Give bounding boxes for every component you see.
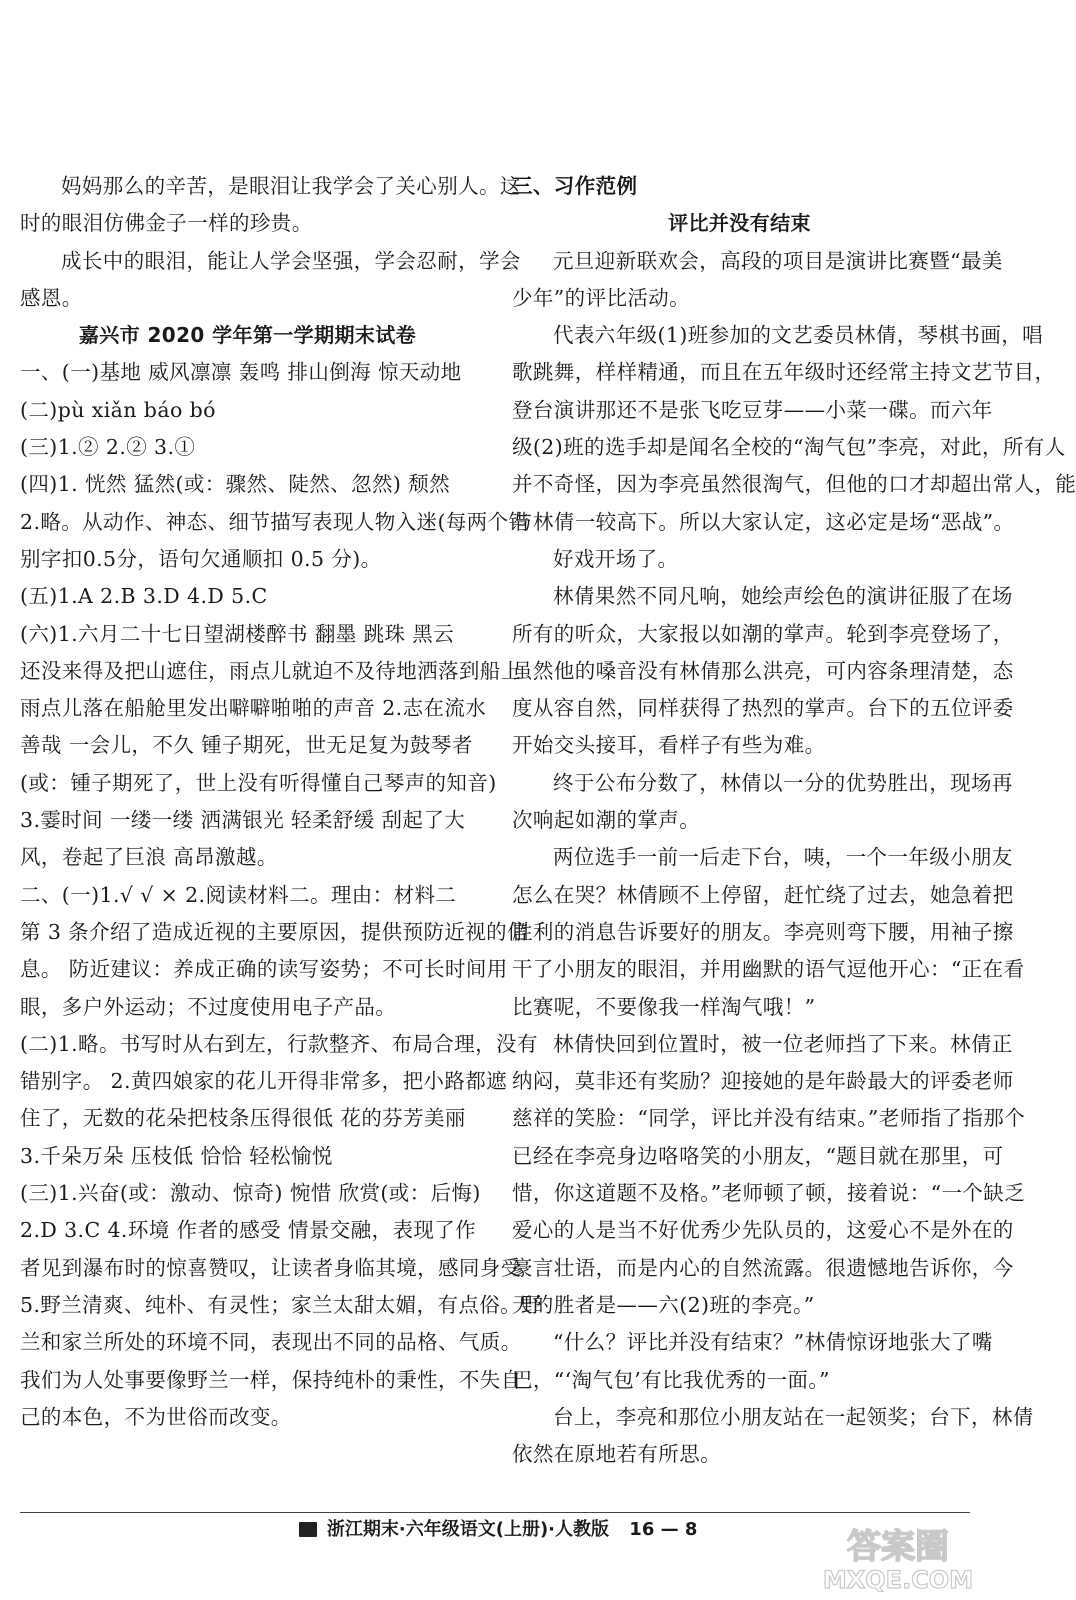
text-line: 成长中的眼泪，能让人学会坚强，学会忍耐，学会 [61, 248, 521, 273]
text-line: 二、(一)1.√ √ × 2.阅读材料二。理由：材料二 [20, 882, 457, 907]
text-line: 2.略。从动作、神态、细节描写表现人物入迷(每两个错 [20, 509, 530, 534]
text-line: (二)1.略。书写时从右到左，行款整齐、布局合理，没有 [20, 1031, 538, 1056]
text-line: 时的眼泪仿佛金子一样的珍贵。 [20, 211, 313, 236]
text-line: 爱心的人是当不好优秀少先队员的，这爱心不是外在的 [512, 1218, 1014, 1243]
text-line: 胜利的消息告诉要好的朋友。李亮则弯下腰，用袖子擦 [512, 919, 1014, 944]
text-line: 两位选手一前一后走下台，咦，一个一年级小朋友 [553, 845, 1013, 870]
text-line: (五)1.A 2.B 3.D 4.D 5.C [20, 584, 268, 609]
text-line: 并不奇怪，因为李亮虽然很淘气，但他的口才却超出常人，能 [512, 472, 1076, 497]
text-line: 干了小朋友的眼泪，并用幽默的语气逗他开心：“正在看 [512, 957, 1025, 982]
text-line: 与林倩一较高下。所以大家认定，这必定是场“恶战”。 [512, 509, 1015, 534]
text-line: 纳闷，莫非还有奖励？迎接她的是年龄最大的评委老师 [512, 1069, 1014, 1094]
text-line: 级(2)班的选手却是闻名全校的“淘气包”李亮，对此，所有人 [512, 435, 1066, 460]
text-line: (三)1.兴奋(或：激动、惊奇) 惋惜 欣赏(或：后悔) [20, 1181, 481, 1206]
text-line: 台上，李亮和那位小朋友站在一起领奖；台下，林倩 [553, 1404, 1034, 1429]
text-line: 住了，无数的花朵把枝条压得很低 花的芬芳美丽 [20, 1106, 466, 1131]
watermark-logo-icon [810, 1522, 986, 1594]
svg-text:答案圈: 答案圈 [847, 1527, 949, 1567]
book-icon [299, 1522, 317, 1537]
section-heading: 嘉兴市 2020 学年第一学期期末试卷 [78, 323, 417, 348]
text-line: 开始交头接耳，看样子有些为难。 [512, 733, 826, 758]
text-line: 巴，“‘淘气包’有比我优秀的一面。” [512, 1367, 830, 1392]
text-line: 终于公布分数了，林倩以一分的优势胜出，现场再 [553, 770, 1013, 795]
watermark-logo [810, 1522, 986, 1594]
text-line: 豪言壮语，而是内心的自然流露。很遗憾地告诉你，今 [512, 1255, 1014, 1280]
text-line: 惜，你这道题不及格。”老师顿了顿，接着说：“一个缺乏 [512, 1181, 1026, 1206]
page-number: 16 — 8 [629, 1519, 698, 1540]
text-line: 林倩快回到位置时，被一位老师挡了下来。林倩正 [553, 1031, 1013, 1056]
text-line: 雨点儿落在船舱里发出噼噼啪啪的声音 2.志在流水 [20, 696, 487, 721]
section-title: 三、习作范例 [512, 174, 638, 198]
text-line: 一、(一)基地 威风凛凛 轰鸣 排山倒海 惊天动地 [20, 360, 462, 385]
text-line: 妈妈那么的辛苦，是眼泪让我学会了关心别人。这 [61, 174, 521, 198]
footer-book-title: 浙江期末·六年级语文(上册)·人教版 [326, 1519, 610, 1540]
text-line: 林倩果然不同凡响，她绘声绘色的演讲征服了在场 [553, 584, 1013, 609]
text-line: 元旦迎新联欢会，高段的项目是演讲比赛暨“最美 [553, 248, 1003, 273]
text-line: (三)1.② 2.② 3.① [20, 435, 196, 460]
text-line: 眼，多户外运动；不过度使用电子产品。 [20, 994, 397, 1019]
text-line: 还没来得及把山遮住，雨点儿就迫不及待地洒落到船上 [20, 658, 522, 683]
text-line: 我们为人处事要像野兰一样，保持纯朴的秉性，不失自 [20, 1367, 522, 1392]
text-line: (四)1. 恍然 猛然(或：骤然、陡然、忽然) 颓然 [20, 472, 450, 497]
text-line: 风，卷起了巨浪 高昂激越。 [20, 845, 278, 870]
text-line: 息。 防近建议：养成正确的读写姿势；不可长时间用 [20, 957, 508, 982]
text-line: “什么？评比并没有结束？”林倩惊讶地张大了嘴 [553, 1330, 993, 1355]
text-line: 好戏开场了。 [553, 546, 679, 571]
text-line: 感恩。 [20, 285, 83, 310]
footer-divider [20, 1512, 970, 1513]
text-line: 善哉 一会儿，不久 锺子期死，世无足复为鼓琴者 [20, 733, 473, 758]
text-line: 3.千朵万朵 压枝低 恰恰 轻松愉悦 [20, 1143, 333, 1168]
text-line: 比赛呢，不要像我一样淘气哦！” [512, 994, 816, 1019]
text-line: 错别字。 2.黄四娘家的花儿开得非常多，把小路都遮 [20, 1069, 508, 1094]
text-line: 虽然他的嗓音没有林倩那么洪亮，可内容条理清楚，态 [512, 658, 1014, 683]
text-line: 度从容自然，同样获得了热烈的掌声。台下的五位评委 [512, 696, 1014, 721]
text-line: 登台演讲那还不是张飞吃豆芽——小菜一碟。而六年 [512, 397, 993, 422]
text-line: 歌跳舞，样样精通，而且在五年级时还经常主持文艺节目， [512, 360, 1056, 385]
text-line: 己的本色，不为世俗而改变。 [20, 1404, 292, 1429]
text-line: 者见到瀑布时的惊喜赞叹，让读者身临其境，感同身受 [20, 1255, 522, 1280]
text-line: 5.野兰清爽、纯朴、有灵性；家兰太甜太媚，有点俗。野 [20, 1292, 542, 1317]
text-line: 少年”的评比活动。 [512, 285, 691, 310]
text-line: 所有的听众，大家报以如潮的掌声。轮到李亮登场了， [512, 621, 1014, 646]
text-line: 慈祥的笑脸：“同学，评比并没有结束。”老师指了指那个 [512, 1106, 1026, 1131]
right-column [512, 168, 1076, 1473]
text-line: 3.霎时间 一缕一缕 洒满银光 轻柔舒缓 刮起了大 [20, 808, 466, 833]
text-line: 2.D 3.C 4.环境 作者的感受 情景交融，表现了作 [20, 1218, 477, 1243]
text-line: 怎么在哭？林倩顾不上停留，赶忙绕了过去，她急着把 [512, 882, 1014, 907]
text-line: 第 3 条介绍了造成近视的主要原因，提供预防近视的信 [20, 919, 528, 944]
text-line: (六)1.六月二十七日望湖楼醉书 翻墨 跳珠 黑云 [20, 621, 455, 646]
text-line: (或：锺子期死了，世上没有听得懂自己琴声的知音) [20, 770, 497, 795]
text-line: 别字扣0.5分，语句欠通顺扣 0.5 分)。 [20, 546, 382, 571]
text-line: 已经在李亮身边咯咯笑的小朋友，“题目就在那里，可 [512, 1143, 1004, 1168]
text-line: 代表六年级(1)班参加的文艺委员林倩，琴棋书画，唱 [553, 323, 1044, 348]
left-column [20, 168, 542, 1436]
text-line: 兰和家兰所处的环境不同，表现出不同的品格、气质。 [20, 1330, 522, 1355]
text-line: (二)pù xiǎn báo bó [20, 397, 216, 422]
svg-text:MXQE.COM: MXQE.COM [822, 1566, 974, 1594]
text-line: 天的胜者是——六(2)班的李亮。” [512, 1292, 815, 1317]
section-heading: 评比并没有结束 [668, 211, 811, 236]
text-line: 依然在原地若有所思。 [512, 1442, 721, 1467]
text-line: 次响起如潮的掌声。 [512, 808, 701, 833]
